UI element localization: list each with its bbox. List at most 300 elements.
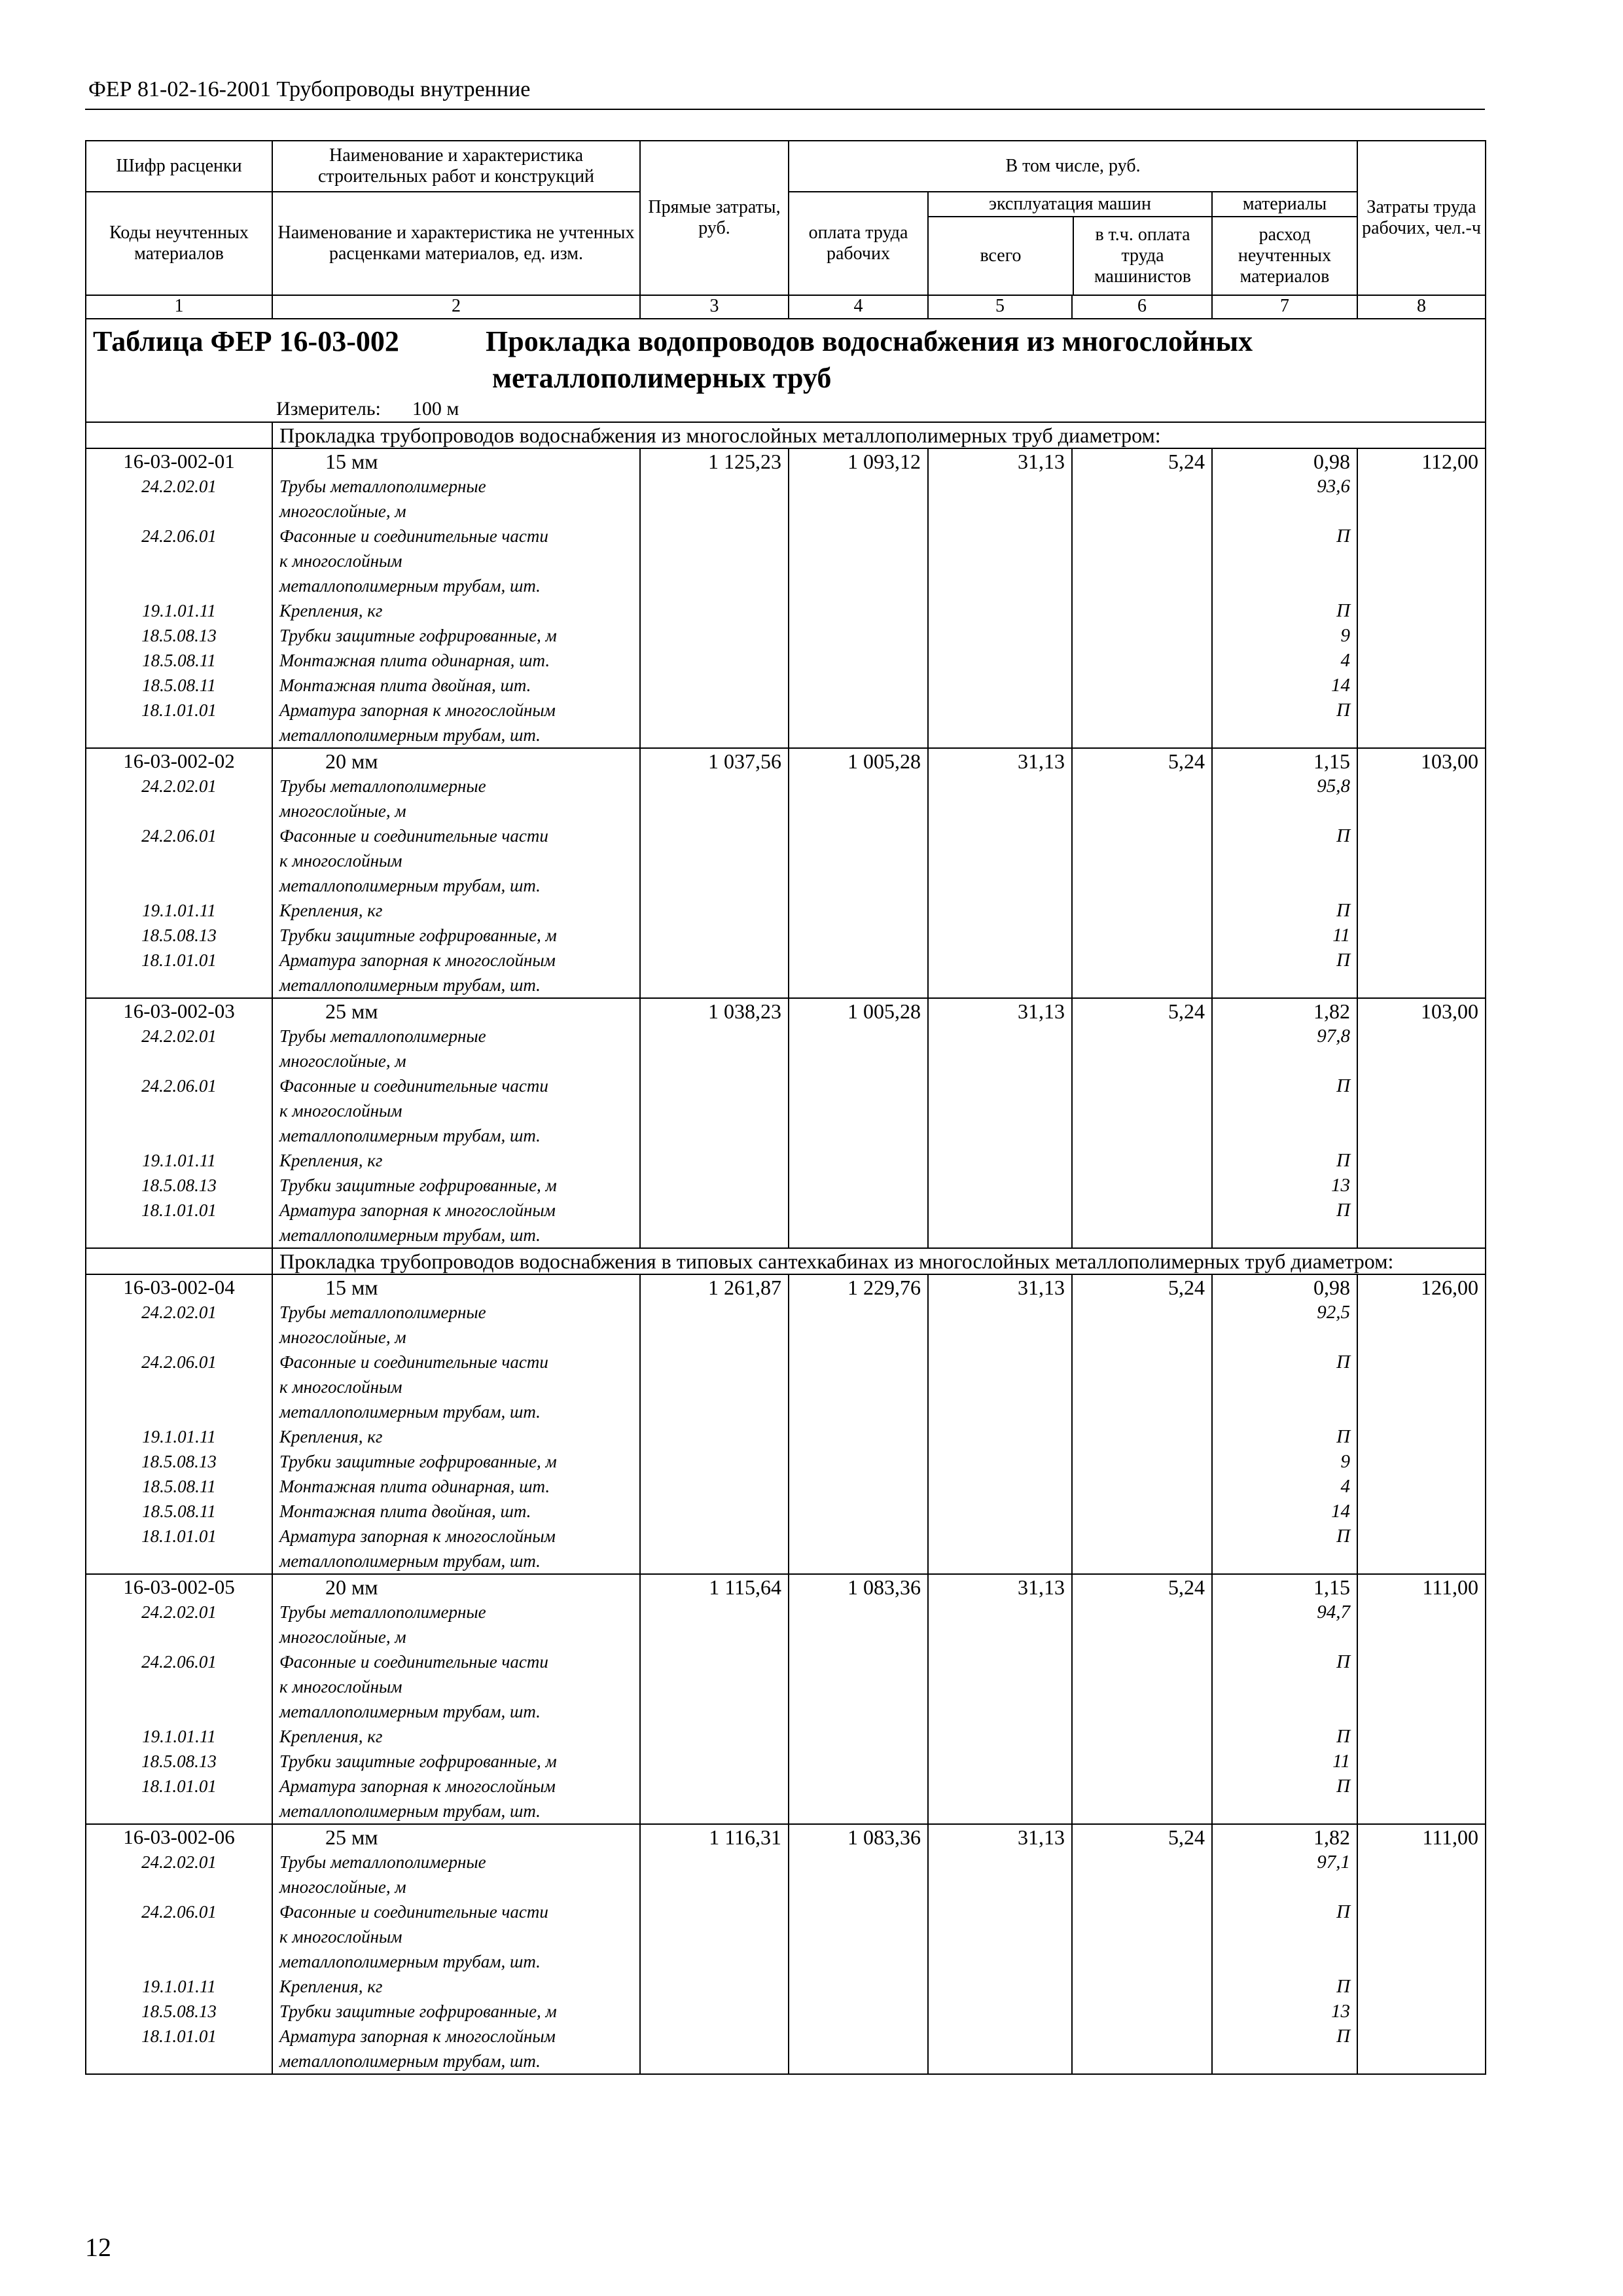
material-qty: 9 (1340, 1451, 1351, 1472)
rate-cell-labor (789, 1574, 928, 1824)
material-name-line: Арматура запорная к многослойным (279, 2026, 556, 2046)
material-name-line: Трубы металлополимерные (279, 476, 486, 496)
rate-cell-materials (1212, 1574, 1357, 1824)
material-qty-spacer (1219, 1223, 1350, 1247)
header-rule (85, 109, 1485, 110)
material-name-line: Крепления, кг (279, 1977, 383, 1996)
rate-hours: 103,00 (1421, 999, 1479, 1023)
material-name-line: металлополимерным трубам, шт. (279, 725, 541, 745)
rate-machines-pay: 5,24 (1168, 1825, 1205, 1849)
material-code-spacer (93, 1799, 265, 1823)
rate-materials: 1,15 (1313, 1575, 1351, 1599)
rate-cell-machines (928, 1274, 1072, 1574)
rate-labor: 1 093,12 (847, 450, 921, 473)
col-number: 6 (1072, 295, 1212, 319)
material-name-line: металлополимерным трубам, шт. (279, 1702, 541, 1721)
col-number: 7 (1212, 295, 1357, 319)
material-qty-spacer (1219, 873, 1350, 898)
material-code: 18.5.08.13 (141, 626, 217, 645)
material-code: 19.1.01.11 (142, 1977, 216, 1996)
material-code-spacer (93, 548, 265, 573)
rate-machines: 31,13 (1018, 999, 1065, 1023)
material-qty: 97,1 (1317, 1852, 1351, 1873)
table-name-line-2: металлополимерных труб (492, 362, 832, 394)
material-name-line: Крепления, кг (279, 901, 383, 920)
material-qty: 4 (1340, 1476, 1351, 1497)
header-row-1 (86, 141, 1486, 192)
material-qty-spacer (1219, 1325, 1350, 1350)
rate-machines-pay: 5,24 (1168, 450, 1205, 473)
rate-cell-machines-pay (1072, 1574, 1212, 1824)
material-name-line: Трубки защитные гофрированные, м (279, 925, 557, 945)
material-code: 24.2.02.01 (141, 476, 217, 496)
running-title: ФЕР 81-02-16-2001 Трубопроводы внутренние (88, 77, 531, 101)
material-qty: 93,6 (1317, 476, 1351, 497)
material-code-spacer (93, 723, 265, 747)
material-qty-spacer (1219, 1374, 1350, 1399)
rate-machines-pay: 5,24 (1168, 1575, 1205, 1599)
material-code-spacer (93, 1699, 265, 1724)
rate-direct: 1 261,87 (708, 1276, 781, 1299)
material-code: 19.1.01.11 (142, 601, 216, 620)
rate-code: 16-03-002-03 (123, 999, 235, 1022)
material-code-spacer (93, 1549, 265, 1573)
material-name-line: Фасонные и соединительные части (279, 1902, 548, 1922)
rate-name: 20 мм (325, 1575, 378, 1599)
rate-cell-labor (789, 1274, 928, 1574)
material-code: 24.2.06.01 (141, 1352, 217, 1372)
material-code-spacer (93, 1049, 265, 1073)
material-code-spacer (93, 1374, 265, 1399)
material-qty-spacer (1219, 573, 1350, 598)
rate-hours: 126,00 (1421, 1276, 1479, 1299)
rate-cell-direct (640, 1824, 789, 2074)
col-machines-total-header: всего (929, 217, 1074, 295)
material-name-line: Трубки защитные гофрированные, м (279, 1175, 557, 1195)
material-qty-spacer (1219, 973, 1350, 997)
material-name-line: к многослойным (279, 1677, 402, 1696)
material-qty: П (1336, 1776, 1351, 1797)
rate-machines: 31,13 (1018, 749, 1065, 773)
material-qty: 11 (1332, 925, 1351, 946)
material-name-line: Фасонные и соединительные части (279, 1352, 548, 1372)
material-qty: 9 (1340, 625, 1351, 646)
material-name-line: металлополимерным трубам, шт. (279, 2051, 541, 2071)
rate-code: 16-03-002-02 (123, 749, 235, 772)
rate-cell-code (86, 1824, 272, 2074)
material-qty: П (1336, 1075, 1351, 1096)
material-name-line: Фасонные и соединительные части (279, 826, 548, 846)
rate-machines: 31,13 (1018, 1825, 1065, 1849)
material-name-line: многослойные, м (279, 801, 406, 821)
material-qty-spacer (1219, 2049, 1350, 2073)
material-qty: 14 (1331, 1501, 1351, 1522)
rate-cell-labor (789, 1824, 928, 2074)
rate-labor: 1 083,36 (847, 1825, 921, 1849)
material-name-line: к многослойным (279, 1101, 402, 1121)
material-code-spacer (93, 573, 265, 598)
table-title-row (86, 319, 1486, 422)
col-direct-header: Прямые затраты, руб. (640, 141, 789, 295)
material-qty: П (1336, 1150, 1351, 1171)
rate-cell-labor (789, 748, 928, 998)
material-qty-spacer (1219, 1924, 1350, 1949)
column-numbers-row (86, 295, 1486, 319)
material-qty: П (1336, 2026, 1351, 2047)
material-name-line: Арматура запорная к многослойным (279, 1776, 556, 1796)
rate-hours: 103,00 (1421, 749, 1479, 773)
material-name-line: Трубки защитные гофрированные, м (279, 2001, 557, 2021)
rate-cell-machines-pay (1072, 748, 1212, 998)
material-name-line: Трубы металлополимерные (279, 1602, 486, 1622)
material-qty: 13 (1331, 1175, 1351, 1196)
rate-machines: 31,13 (1018, 1276, 1065, 1299)
material-code-spacer (93, 798, 265, 823)
section-title: Прокладка трубопроводов водоснабжения в типовых сантехкабинах из многослойных металлополимерных труб диаметром: (272, 1248, 1486, 1274)
rate-cell-name (272, 998, 640, 1248)
material-name-line: Монтажная плита одинарная, шт. (279, 1477, 550, 1496)
rate-labor: 1 005,28 (847, 999, 921, 1023)
material-qty-spacer (1219, 1549, 1350, 1573)
rate-labor: 1 229,76 (847, 1276, 921, 1299)
meter (86, 397, 1485, 422)
material-code: 18.5.08.13 (141, 2001, 217, 2021)
section-row (86, 422, 1486, 448)
material-qty: П (1336, 1200, 1351, 1221)
material-name-line: металлополимерным трубам, шт. (279, 1801, 541, 1821)
material-code-spacer (93, 848, 265, 873)
rate-machines-pay: 5,24 (1168, 749, 1205, 773)
material-name-line: к многослойным (279, 1927, 402, 1946)
table-title-cell (86, 319, 1486, 422)
rate-cell-hours (1357, 998, 1486, 1248)
material-qty: П (1336, 1526, 1351, 1547)
rate-cell-materials (1212, 448, 1357, 748)
col-machines-header (928, 192, 1212, 295)
material-qty: П (1336, 1352, 1351, 1372)
rate-name: 15 мм (325, 1276, 378, 1299)
material-code: 18.5.08.11 (142, 675, 216, 695)
material-qty-spacer (1219, 1049, 1350, 1073)
material-name-line: многослойные, м (279, 1877, 406, 1897)
material-name-line: металлополимерным трубам, шт. (279, 1952, 541, 1971)
rate-row (86, 998, 1486, 1248)
material-name-line: многослойные, м (279, 1051, 406, 1071)
material-qty-spacer (1219, 798, 1350, 823)
materials-group-label: материалы (1213, 192, 1357, 217)
table-caption: Таблица ФЕР 16-03-002 (93, 325, 399, 357)
rate-cell-direct (640, 448, 789, 748)
material-qty-spacer (1219, 1624, 1350, 1649)
material-qty-spacer (1219, 548, 1350, 573)
col-labor-cost-header: Затраты труда рабочих, чел.-ч (1357, 141, 1486, 295)
material-code-spacer (93, 1325, 265, 1350)
col-materials-header (1212, 192, 1357, 295)
rate-cell-hours (1357, 1574, 1486, 1824)
material-qty: П (1336, 900, 1351, 921)
material-code: 19.1.01.11 (142, 901, 216, 920)
material-code: 18.1.01.01 (141, 1200, 217, 1220)
material-qty: П (1336, 1901, 1351, 1922)
material-qty: 94,7 (1317, 1602, 1351, 1623)
page-number: 12 (85, 2233, 111, 2262)
material-name-line: Крепления, кг (279, 1727, 383, 1746)
material-qty-spacer (1219, 1399, 1350, 1424)
meter-label: Измеритель: (276, 398, 381, 420)
material-name-line: Трубки защитные гофрированные, м (279, 1452, 557, 1471)
material-qty: П (1336, 700, 1351, 721)
rate-machines: 31,13 (1018, 1575, 1065, 1599)
rate-direct: 1 038,23 (708, 999, 781, 1023)
rate-materials: 1,15 (1313, 749, 1351, 773)
col-number: 1 (86, 295, 272, 319)
col-labor-pay-header: оплата труда рабочих (789, 192, 928, 295)
material-qty-spacer (1219, 1949, 1350, 1974)
machines-group-label: эксплуатация машин (929, 192, 1211, 217)
material-code-spacer (93, 499, 265, 524)
material-qty: 11 (1332, 1751, 1351, 1772)
rate-machines: 31,13 (1018, 450, 1065, 473)
rate-row (86, 448, 1486, 748)
material-code: 18.5.08.13 (141, 1175, 217, 1195)
rate-code: 16-03-002-04 (123, 1276, 235, 1299)
section-spacer (86, 1248, 272, 1274)
material-code: 24.2.02.01 (141, 776, 217, 796)
material-name-line: многослойные, м (279, 1627, 406, 1647)
material-code: 24.2.06.01 (141, 1902, 217, 1922)
material-name-line: Крепления, кг (279, 601, 383, 620)
col-materials-use-header: расход неучтенных материалов (1238, 224, 1332, 287)
material-qty: 14 (1331, 675, 1351, 696)
rate-hours: 111,00 (1422, 1825, 1479, 1849)
rate-row (86, 1824, 1486, 2074)
col-codes-unaccounted-header: Коды неучтенных материалов (86, 192, 272, 295)
material-code-spacer (93, 973, 265, 997)
material-name-line: Крепления, кг (279, 1151, 383, 1170)
rate-machines-pay: 5,24 (1168, 999, 1205, 1023)
rate-name: 15 мм (325, 450, 378, 473)
rate-cell-materials (1212, 1824, 1357, 2074)
material-name-line: Трубы металлополимерные (279, 776, 486, 796)
rate-hours: 111,00 (1422, 1575, 1479, 1599)
material-code: 19.1.01.11 (142, 1151, 216, 1170)
material-code-spacer (93, 1624, 265, 1649)
material-name-line: Арматура запорная к многослойным (279, 700, 556, 720)
material-code-spacer (93, 1924, 265, 1949)
rate-direct: 1 116,31 (709, 1825, 781, 1849)
rate-cell-name (272, 748, 640, 998)
material-name-line: Трубы металлополимерные (279, 1852, 486, 1872)
material-code: 18.1.01.01 (141, 1526, 217, 1546)
material-code: 18.5.08.11 (142, 1477, 216, 1496)
material-name-line: многослойные, м (279, 1327, 406, 1347)
material-code: 24.2.02.01 (141, 1302, 217, 1322)
material-name-line: Крепления, кг (279, 1427, 383, 1446)
rate-cell-name (272, 1274, 640, 1574)
rate-hours: 112,00 (1421, 450, 1479, 473)
rate-cell-labor (789, 998, 928, 1248)
rate-name: 20 мм (325, 749, 378, 773)
material-code: 24.2.06.01 (141, 526, 217, 546)
material-qty-spacer (1219, 1123, 1350, 1148)
material-name-line: металлополимерным трубам, шт. (279, 876, 541, 895)
col-machines-pay-header: в т.ч. оплата труда машинистов (1094, 224, 1191, 287)
rates-table (85, 140, 1486, 2075)
rate-name: 25 мм (325, 999, 378, 1023)
material-qty: П (1336, 1651, 1351, 1672)
material-code: 18.5.08.11 (142, 651, 216, 670)
material-qty: 97,8 (1317, 1026, 1351, 1047)
material-code-spacer (93, 1399, 265, 1424)
material-name-line: Фасонные и соединительные части (279, 1076, 548, 1096)
rate-direct: 1 115,64 (709, 1575, 781, 1599)
rate-cell-machines-pay (1072, 1274, 1212, 1574)
material-name-line: к многослойным (279, 1377, 402, 1397)
material-name-line: металлополимерным трубам, шт. (279, 975, 541, 995)
rate-cell-machines (928, 748, 1072, 998)
rate-cell-code (86, 1274, 272, 1574)
material-code-spacer (93, 1223, 265, 1247)
material-name-line: к многослойным (279, 551, 402, 571)
rate-cell-name (272, 1574, 640, 1824)
rate-cell-machines-pay (1072, 1824, 1212, 2074)
col-name-unaccounted-header: Наименование и характеристика не учтенных расценками материалов, ед. изм. (272, 192, 640, 295)
material-name-line: Фасонные и соединительные части (279, 526, 548, 546)
col-number: 4 (789, 295, 928, 319)
material-name-line: металлополимерным трубам, шт. (279, 1402, 541, 1422)
rate-labor: 1 005,28 (847, 749, 921, 773)
material-name-line: многослойные, м (279, 501, 406, 521)
rate-cell-hours (1357, 448, 1486, 748)
rate-direct: 1 037,56 (708, 749, 781, 773)
col-number: 8 (1357, 295, 1486, 319)
rate-name: 25 мм (325, 1825, 378, 1849)
material-code-spacer (93, 873, 265, 898)
material-code: 18.5.08.13 (141, 1751, 217, 1771)
material-code-spacer (93, 1874, 265, 1899)
material-qty: П (1336, 1976, 1351, 1997)
material-qty-spacer (1219, 1799, 1350, 1823)
material-qty: 4 (1340, 650, 1351, 671)
rate-cell-direct (640, 1574, 789, 1824)
material-code: 18.5.08.13 (141, 1452, 217, 1471)
rate-machines-pay: 5,24 (1168, 1276, 1205, 1299)
material-name-line: Монтажная плита двойная, шт. (279, 1501, 531, 1521)
col-number: 2 (272, 295, 640, 319)
material-name-line: металлополимерным трубам, шт. (279, 1225, 541, 1245)
material-code-spacer (93, 1123, 265, 1148)
material-code-spacer (93, 1949, 265, 1974)
rate-cell-hours (1357, 748, 1486, 998)
rate-materials: 0,98 (1313, 1276, 1351, 1299)
material-code-spacer (93, 1098, 265, 1123)
material-qty: П (1336, 950, 1351, 971)
material-name-line: Монтажная плита двойная, шт. (279, 675, 531, 695)
rate-materials: 1,82 (1313, 1825, 1351, 1849)
col-number: 3 (640, 295, 789, 319)
rate-cell-direct (640, 998, 789, 1248)
rate-cell-materials (1212, 748, 1357, 998)
material-code: 24.2.02.01 (141, 1026, 217, 1046)
rate-cell-hours (1357, 1824, 1486, 2074)
rate-cell-machines (928, 1574, 1072, 1824)
material-qty-spacer (1219, 848, 1350, 873)
rate-row (86, 1274, 1486, 1574)
col-number: 5 (928, 295, 1072, 319)
material-qty: 13 (1331, 2001, 1351, 2022)
material-code: 24.2.02.01 (141, 1602, 217, 1622)
material-code: 24.2.06.01 (141, 1076, 217, 1096)
rate-cell-labor (789, 448, 928, 748)
rate-cell-name (272, 448, 640, 748)
material-qty-spacer (1219, 1098, 1350, 1123)
table-title (86, 319, 1485, 397)
rate-direct: 1 125,23 (708, 450, 781, 473)
material-name-line: Арматура запорная к многослойным (279, 1200, 556, 1220)
rate-cell-name (272, 1824, 640, 2074)
material-name-line: металлополимерным трубам, шт. (279, 1551, 541, 1571)
rate-cell-machines (928, 1824, 1072, 2074)
col-incl-header: В том числе, руб. (789, 141, 1357, 192)
material-qty: 92,5 (1317, 1302, 1351, 1323)
material-qty: П (1336, 526, 1351, 547)
rate-materials: 1,82 (1313, 999, 1351, 1023)
rate-code: 16-03-002-01 (123, 450, 235, 473)
section-spacer (86, 422, 272, 448)
section-row (86, 1248, 1486, 1274)
table-name-line-1: Прокладка водопроводов водоснабжения из многослойных (486, 325, 1253, 357)
rate-cell-machines (928, 998, 1072, 1248)
rate-code: 16-03-002-05 (123, 1575, 235, 1598)
material-name-line: Арматура запорная к многослойным (279, 1526, 556, 1546)
material-qty-spacer (1219, 1699, 1350, 1724)
rate-cell-code (86, 998, 272, 1248)
meter-value: 100 м (412, 398, 459, 420)
material-code: 18.1.01.01 (141, 2026, 217, 2046)
material-code: 19.1.01.11 (142, 1427, 216, 1446)
material-name-line: Монтажная плита одинарная, шт. (279, 651, 550, 670)
rate-cell-machines (928, 448, 1072, 748)
section-title: Прокладка трубопроводов водоснабжения из многослойных металлополимерных труб диаметром: (272, 422, 1486, 448)
rates-table-body (86, 141, 1486, 2074)
material-name-line: металлополимерным трубам, шт. (279, 1126, 541, 1145)
col-name-header: Наименование и характеристика строительных работ и конструкций (272, 141, 640, 192)
material-code: 24.2.02.01 (141, 1852, 217, 1872)
material-name-line: Арматура запорная к многослойным (279, 950, 556, 970)
rate-cell-code (86, 448, 272, 748)
material-code-spacer (93, 1674, 265, 1699)
material-name-line: Трубы металлополимерные (279, 1302, 486, 1322)
material-code: 18.5.08.13 (141, 925, 217, 945)
rate-cell-materials (1212, 1274, 1357, 1574)
material-code: 24.2.06.01 (141, 826, 217, 846)
rate-cell-direct (640, 1274, 789, 1574)
material-qty: П (1336, 600, 1351, 621)
rate-code: 16-03-002-06 (123, 1825, 235, 1848)
material-code: 18.5.08.11 (142, 1501, 216, 1521)
rate-cell-machines-pay (1072, 448, 1212, 748)
material-qty-spacer (1219, 1874, 1350, 1899)
material-code: 18.1.01.01 (141, 950, 217, 970)
rate-cell-code (86, 1574, 272, 1824)
material-code: 18.1.01.01 (141, 1776, 217, 1796)
material-qty: П (1336, 1426, 1351, 1447)
material-name-line: Трубки защитные гофрированные, м (279, 626, 557, 645)
material-code: 19.1.01.11 (142, 1727, 216, 1746)
material-qty-spacer (1219, 1674, 1350, 1699)
rate-cell-hours (1357, 1274, 1486, 1574)
material-qty-spacer (1219, 723, 1350, 747)
